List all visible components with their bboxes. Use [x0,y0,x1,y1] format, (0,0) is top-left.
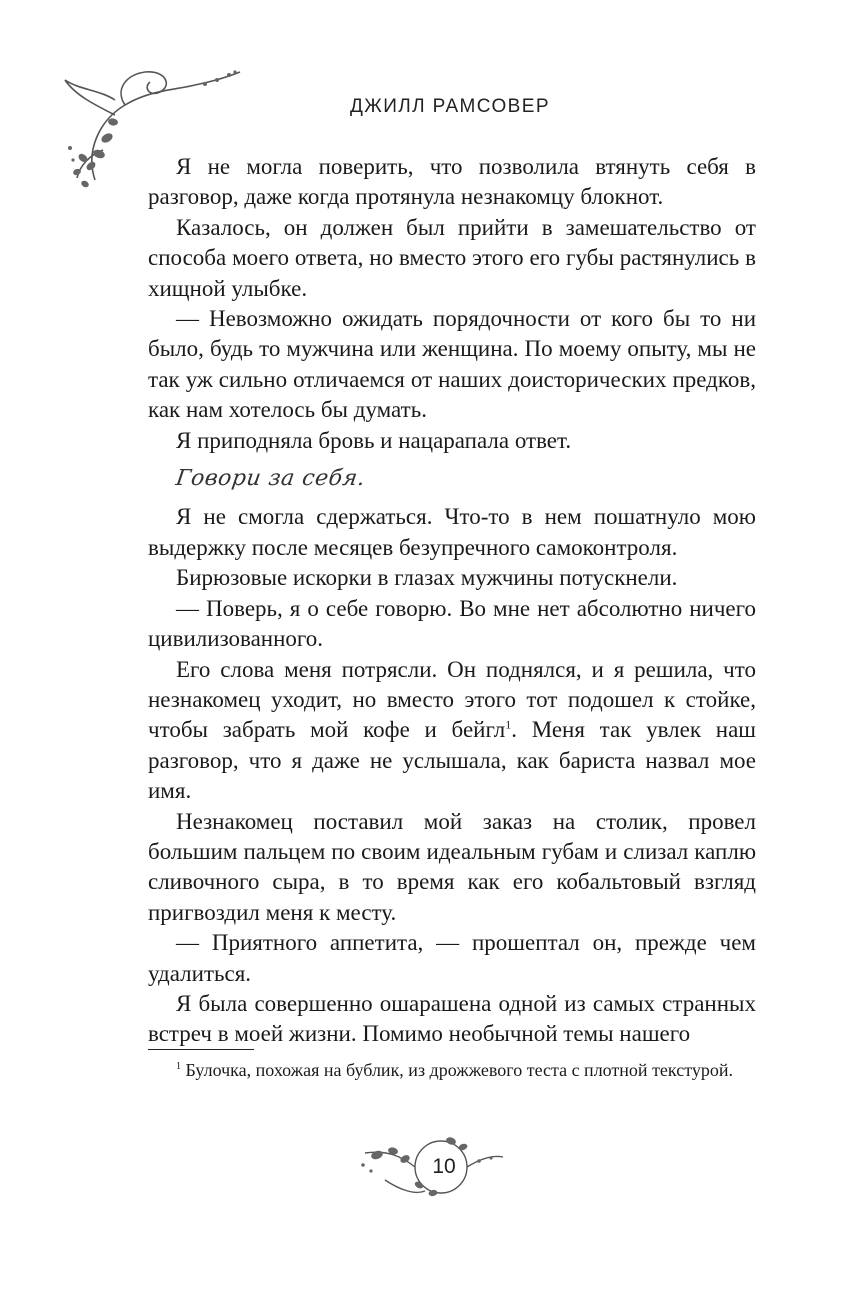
footnote-divider [148,1049,254,1050]
footnote-text: Булочка, похожая на бублик, из дрожжевого теста с плотной текстурой. [185,1060,733,1080]
page-number: 10 [432,1155,456,1178]
footnote [148,1058,756,1083]
paragraph: Я не смогла сдержаться. Что-то в нем пошатнуло мою выдержку после месяцев безупречного самоконтроля. [148,504,756,560]
paragraph: Казалось, он должен был прийти в замешательство от способа моего ответа, но вместо этого его губы растянулись в хищной улыбке. [148,214,756,301]
handwritten-note: Говори за себя. [174,466,367,492]
paragraph: Бирюзовые искорки в глазах мужчины потускнели. [176,565,678,591]
paragraph: Незнакомец поставил мой заказ на столик, провел большим пальцем по своим идеальным губам и слизал каплю сливочного сыра, в то время как его кобальтовый взгляд пригвоздил меня к месту. [148,808,756,925]
paragraph: Я была совершенно ошарашена одной из самых странных встреч в моей жизни. Помимо необычной темы нашего [148,990,756,1047]
paragraph-text: Его слова меня потрясли. Он поднялся, и я решила, что незнакомец уходит, но вместо этого тот подошел к стойке, чтобы забрать мой кофе и бейгл [148,656,756,743]
paragraph: Я не могла поверить, что позволила втянуть себя в разговор, даже когда протянула незнакомцу блокнот. [148,154,756,210]
paragraph-text: . Меня так увлек наш разговор, что я даже не услышала, как бариста назвал мое имя. [148,717,756,804]
footnote-marker: 1 [176,1061,181,1072]
paragraph: Я приподняла бровь и нацарапала ответ. [176,427,572,453]
footnote-reference: 1 [505,717,512,732]
paragraph: — Поверь, я о себе говорю. Во мне нет абсолютно ничего цивилизованного. [148,595,756,652]
running-head-author: ДЖИЛЛ РАМСОВЕР [350,96,550,117]
paragraph [148,655,756,807]
footnote-body [148,1058,756,1083]
body-text [148,152,756,1050]
paragraph: — Приятного аппетита, — прошептал он, прежде чем удалиться. [148,930,756,986]
paragraph: — Невозможно ожидать порядочности от кого бы то ни было, будь то мужчина или женщина. По моему опыту, мы не так уж сильно отличаемся от наших доисторических предков, как нам хотелось бы думать. [148,306,756,423]
